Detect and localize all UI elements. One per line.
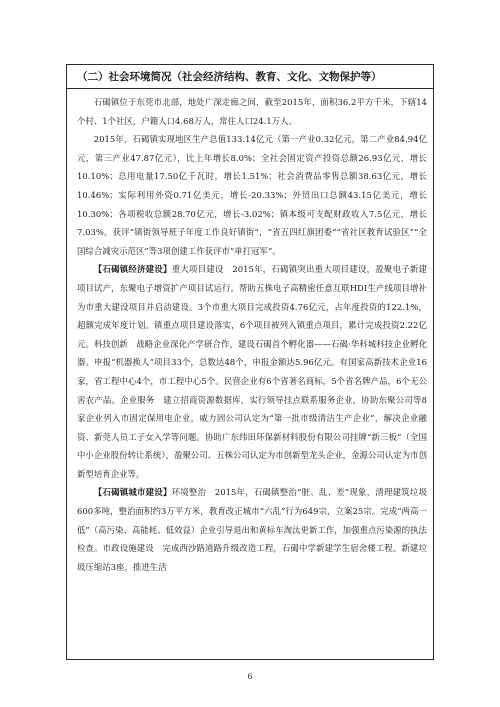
paragraph-urban-construction [77, 483, 427, 576]
paragraph-text: 重大项目建设 2015年，石碣镇突出重大项目建设，盈聚电子新建项目试产，东聚电子增资扩产项目试运行。帮助五株电子高精密任意互联HDI生产线项目增补为市重大建设项目并启动建设。3个市重大项目完成投资4.76亿元，占年度投资的122.1%，超额完成年度计划。镇重点项目建设落实，6个项目被列入镇重点项目，累计完成投资2.22亿元。科技创新 战略企业深化产学研合作，建设石碣首个孵化器——石碣·华科城科技企业孵化器。申报“机器换人”项目33个，总数达48个，申报金额达5.96亿元。有国家高新技术企业16家，省工程中心4个，市工程中心5个。民营企业有6个省著名商标，5个省名牌产品，6个无公害农产品。企业服务 建立招商资源数据库，实行领导挂点联系服务企业，协助东聚公司等8家企业列入市固定保用电企业，威力固公司认定为“第一批市级清洁生产企业”，解决企业融资、新莞人员工子女入学等问题。协助广东纬田环保新材料股份有限公司挂牌“新三板”（全国中小企业股份转让系统），盈聚公司、五株公司认定为市创新型龙头企业，金源公司认定为市创新型培育企业等。 [77, 264, 427, 479]
section-heading: （二）社会环境简况（社会经济结构、教育、文化、文物保护等） [67, 65, 433, 89]
paragraph-economy-stats [77, 130, 427, 260]
page-number: 6 [247, 672, 253, 681]
paragraph-text: 2015年，石碣镇实现地区生产总值133.14亿元（第一产业0.32亿元，第二产业84.94亿元，第三产业47.87亿元），比上年增长8.0%；全社会固定资产投资总额26.93亿元，增长10.10%；总用电量17.50亿千瓦时，增长1.51%；社会消费品零售总额38.63亿元，增长10.46%；实际利用外资0.71亿美元，增长-20.33%；外贸出口总额43.15亿美元，增长10.30%；各项税收总额28.70亿元，增长-3.02%；镇本级可支配财政收入7.5亿元，增长7.03%。获评“镇街领导班子年度工作良好镇街”，“省五四红旗团委”“省社区教育试验区”“全国综合减灾示范区”等3项创建工作获评市“单打冠军”。 [77, 134, 427, 256]
paragraph-label: 【石碣镇经济建设】 [93, 264, 172, 275]
content-frame [66, 64, 434, 660]
paragraph-overview [77, 93, 427, 130]
paragraph-label: 【石碣镇城市建设】 [93, 487, 172, 498]
section-body [77, 93, 427, 576]
paragraph-text: 环境整治 2015年，石碣镇整治“脏、乱、差”现象，清理建筑垃圾600多吨，整治面积约3万平方米，教育改正城市“六乱”行为649宗，立案25宗。完成“两高一低”（高污染、高能耗、低效益）企业引导退出和黄标车淘汰更新工作，加强重点污染源的执法检查。市政设施建设 完成西沙路道路升级改造工程，石碣中学新建学生宿舍楼工程。新建垃圾压缩站3座，推进生活 [77, 487, 427, 572]
paragraph-text: 石碣镇位于东莞市北部，地处广深走廊之间，截至2015年，面积36.2平方千米，下辖14个村、1个社区，户籍人口4.68万人，常住人口24.1万人。 [77, 97, 427, 126]
paragraph-economic-construction [77, 260, 427, 483]
